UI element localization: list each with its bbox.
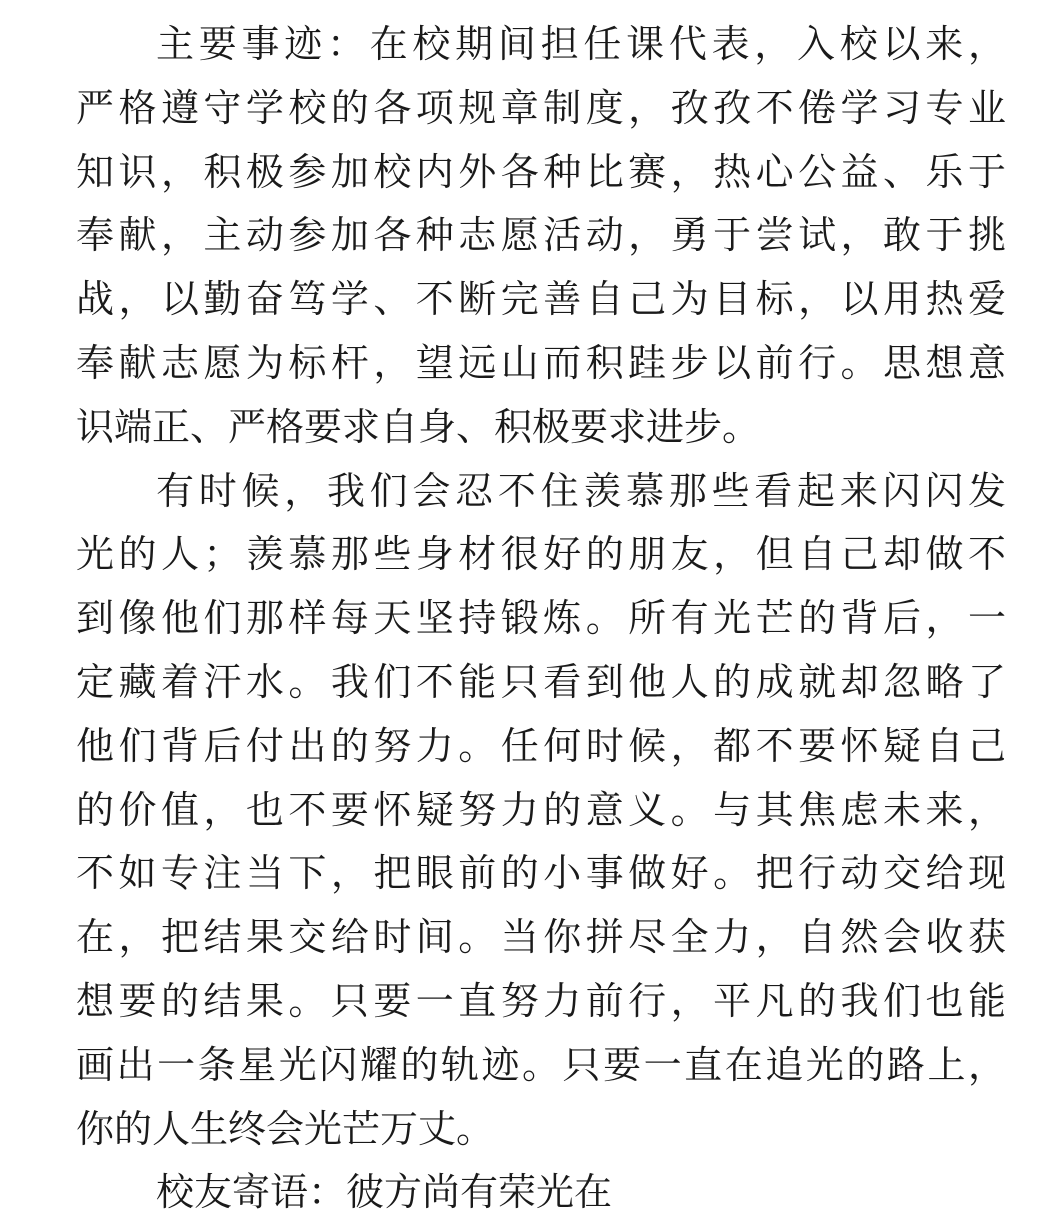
text-line: 知识，积极参加校内外各种比赛，热心公益、乐于 bbox=[76, 149, 1006, 194]
text-line: 定藏着汗水。我们不能只看到他人的成就却忽略了 bbox=[76, 659, 1006, 704]
text-line: 识端正、严格要求自身、积极要求进步。 bbox=[76, 404, 761, 449]
text-line: 在，把结果交给时间。当你拼尽全力，自然会收获 bbox=[76, 915, 1006, 960]
text-line: 主要事迹：在校期间担任课代表，入校以来， bbox=[156, 22, 1006, 66]
text-line: 他们背后付出的努力。任何时候，都不要怀疑自己 bbox=[76, 723, 1006, 768]
text-line: 有时候，我们会忍不住羡慕那些看起来闪闪发 bbox=[156, 468, 1006, 513]
text-line: 奉献志愿为标杆，望远山而积跬步以前行。思想意 bbox=[76, 340, 1006, 385]
text-line: 战，以勤奋笃学、不断完善自己为目标，以用热爱 bbox=[76, 277, 1006, 322]
text-line: 不如专注当下，把眼前的小事做好。把行动交给现 bbox=[76, 851, 1006, 896]
text-line: 光的人；羡慕那些身材很好的朋友，但自己却做不 bbox=[76, 532, 1006, 577]
text-line: 奉献，主动参加各种志愿活动，勇于尝试，敢于挑 bbox=[76, 213, 1006, 258]
text-line: 你的人生终会光芒万丈。 bbox=[76, 1106, 495, 1151]
text-line: 校友寄语：彼方尚有荣光在 bbox=[156, 1170, 613, 1215]
text-line: 到像他们那样每天坚持锻炼。所有光芒的背后，一 bbox=[76, 596, 1006, 641]
text-line: 想要的结果。只要一直努力前行，平凡的我们也能 bbox=[76, 978, 1006, 1023]
text-line: 画出一条星光闪耀的轨迹。只要一直在追光的路上， bbox=[76, 1042, 1006, 1087]
text-line: 严格遵守学校的各项规章制度，孜孜不倦学习专业 bbox=[76, 85, 1006, 130]
text-line: 的价值，也不要怀疑努力的意义。与其焦虑未来， bbox=[76, 787, 1006, 832]
document-text bbox=[76, 13, 1006, 1225]
